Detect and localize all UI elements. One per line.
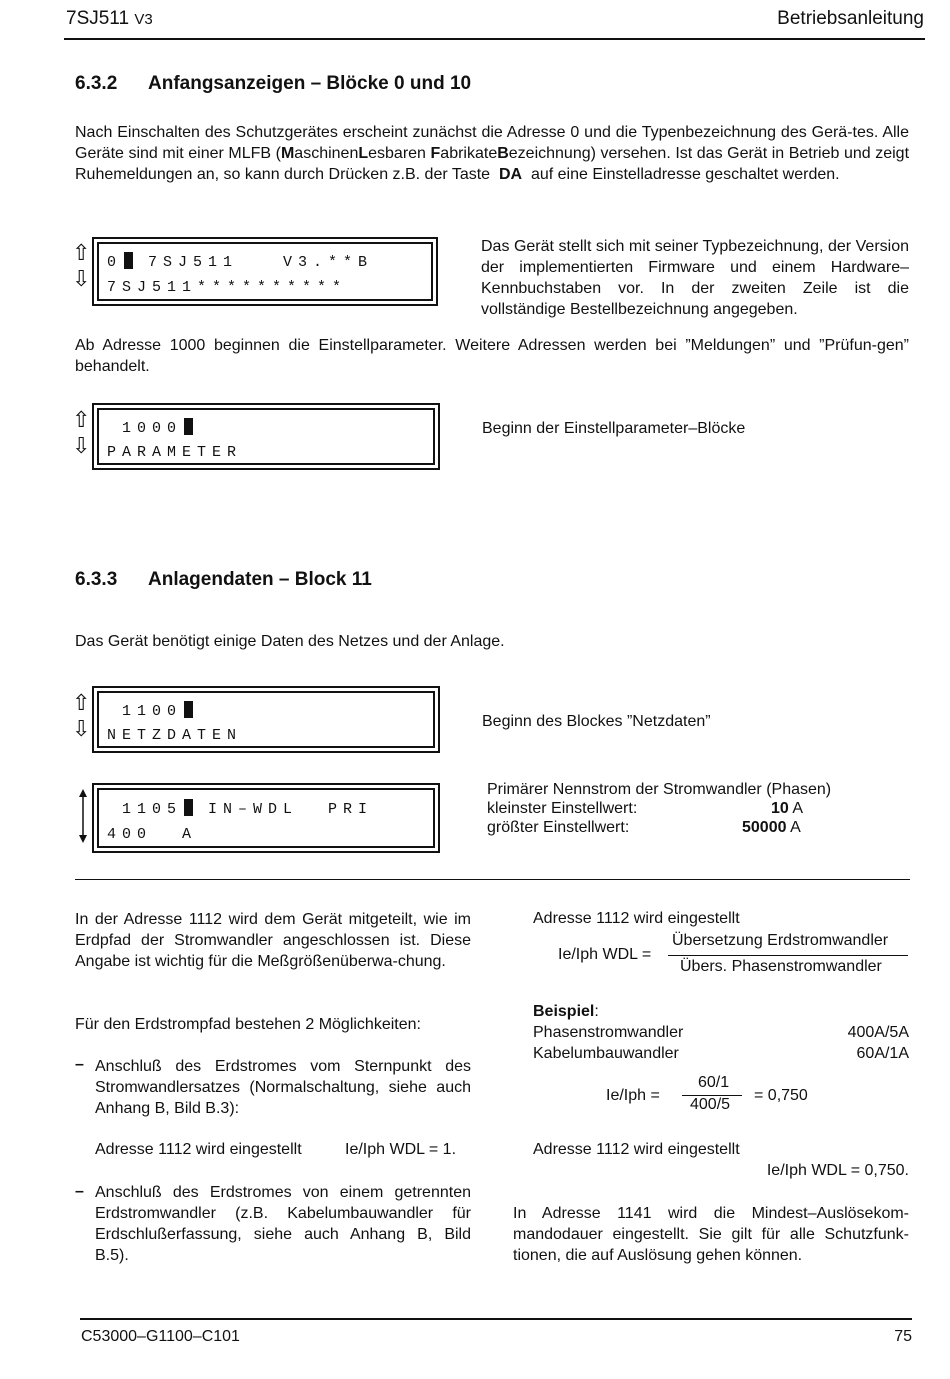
formula-denominator: Übers. Phasenstromwandler [680, 958, 882, 975]
cursor-block [184, 799, 193, 816]
double-arrow-down-icon: ⇩ [72, 266, 91, 291]
min-value-label: kleinster Einstellwert: [487, 800, 638, 817]
example-heading: Beispiel: [533, 1003, 599, 1020]
header-model: 7SJ511 V3 [66, 8, 153, 29]
list-item-1: Anschluß des Erdstromes vom Sternpunkt des Stromwandlersatzes (Normalschaltung, siehe auch Anhang B, Bild B.3): [95, 1058, 471, 1117]
lcd-display-1100 [92, 686, 440, 753]
formula-numerator: Übersetzung Erdstromwandler [672, 932, 889, 949]
display-3-note: Beginn des Blockes ”Netzdaten” [482, 713, 711, 730]
section-heading-632: 6.3.2 Anfangsanzeigen – Blöcke 0 und 10 [75, 73, 472, 94]
display-1-note: Das Gerät stellt sich mit seiner Typbezeichnung, der Version der implementierten Firmware und einem Hardware–Kennbuchstaben vor. In der zweiten Zeile ist die vollständige Bestellbezeichnung angegeben. [481, 238, 909, 318]
right-last-paragraph: In Adresse 1141 wird die Mindest–Auslösekom-mandodauer eingestellt. Sie gilt für alle Schutzfunk-tionen, die auf Auslösung gehen können. [513, 1205, 909, 1264]
max-value-label: größter Einstellwert: [487, 819, 630, 836]
double-arrow-up-icon: ⇧ [72, 407, 91, 432]
calc-numerator: 60/1 [698, 1074, 730, 1091]
up-down-arrow-icon [76, 789, 90, 843]
section-divider [75, 879, 910, 880]
right-address-2: Adresse 1112 wird eingestellt [533, 1141, 740, 1158]
intro-paragraph: Nach Einschalten des Schutzgerätes erscheint zunächst die Adresse 0 und die Typenbezeichnung des Gerä-tes. Alle Geräte sind mit einer MLFB (MaschinenLesbaren FabrikateBezeichnung) versehen. Ist das Gerät in Betrieb und zeigt Ruhemeldungen an, so kann durch Drücken z.B. der Taste DA auf eine Einstelladresse geschaltet werden. [75, 124, 910, 183]
lcd-line-2: NETZDATEN [107, 727, 243, 744]
display-4-note-title: Primärer Nennstrom der Stromwandler (Phasen) [487, 781, 832, 798]
list-dash: – [75, 1183, 84, 1200]
lcd-line-1: 1100 [107, 701, 193, 720]
right-address-1: Adresse 1112 wird eingestellt [533, 910, 740, 927]
left-paragraph-2: Für den Erdstrompfad bestehen 2 Möglichkeiten: [75, 1016, 421, 1033]
list-item-1-value: Ie/Iph WDL = 1. [345, 1141, 457, 1158]
cursor-block [184, 701, 193, 718]
calc-lhs: Ie/Iph = [606, 1087, 660, 1104]
header-title: Betriebsanleitung [777, 8, 924, 29]
section-633-intro: Das Gerät benötigt einige Daten des Netzes und der Anlage. [75, 633, 505, 650]
example-row-2-value: 60A/1A [856, 1045, 909, 1062]
lcd-display-1105 [92, 783, 440, 853]
double-arrow-up-icon: ⇧ [72, 240, 91, 265]
lcd-line-2: PARAMETER [107, 444, 243, 461]
cursor-block [124, 252, 133, 269]
right-address-2-value: Ie/Iph WDL = 0,750. [766, 1162, 909, 1179]
calc-result: = 0,750 [754, 1087, 808, 1104]
lcd-line-2: 400 A [107, 826, 198, 843]
example-row-1-value: 400A/5A [847, 1024, 909, 1041]
double-arrow-up-icon: ⇧ [72, 690, 91, 715]
list-item-1-address: Adresse 1112 wird eingestellt [95, 1141, 302, 1158]
double-arrow-down-icon: ⇩ [72, 433, 91, 458]
lcd-line-1: 0 7SJ511 V3.**B [107, 254, 374, 271]
min-value: 10 A [771, 800, 804, 817]
list-dash: – [75, 1056, 84, 1073]
double-arrow-down-icon: ⇩ [72, 716, 91, 741]
page-number: 75 [894, 1328, 912, 1345]
display-2-note: Beginn der Einstellparameter–Blöcke [482, 420, 746, 437]
lcd-display-address-0 [92, 237, 438, 306]
example-row-2-label: Kabelumbauwandler [533, 1045, 679, 1062]
max-value: 50000 A [742, 819, 801, 836]
cursor-block [184, 418, 193, 435]
section-heading-633: 6.3.3 Anlagendaten – Block 11 [75, 569, 372, 590]
formula-fraction-line [668, 955, 908, 956]
left-paragraph-1: In der Adresse 1112 wird dem Gerät mitgeteilt, wie im Erdpfad der Stromwandler angeschlossen ist. Diese Angabe ist wichtig für die Meßgrößenüberwa-chung. [75, 911, 471, 970]
footer-doc-number: C53000–G1100–C101 [81, 1328, 240, 1345]
header-rule [64, 38, 925, 40]
param-paragraph: Ab Adresse 1000 beginnen die Einstellparameter. Weitere Adressen werden bei ”Meldungen” und ”Prüfun-gen” behandelt. [75, 337, 909, 375]
lcd-line-2: 7SJ511********** [107, 279, 348, 296]
lcd-line-1: 1105 IN–WDL PRI [107, 801, 374, 818]
example-row-1-label: Phasenstromwandler [533, 1024, 684, 1041]
formula-lhs: Ie/Iph WDL = [558, 946, 652, 963]
list-item-2: Anschluß des Erdstromes von einem getrennten Erdstromwandler (z.B. Kabelumbauwandler für Erdschlußerfassung, siehe auch Anhang B, Bild B.5). [95, 1184, 471, 1264]
lcd-line-1: 1000 [107, 418, 193, 437]
footer-rule [80, 1318, 912, 1320]
calc-denominator: 400/5 [690, 1096, 731, 1113]
lcd-display-1000 [92, 403, 440, 470]
